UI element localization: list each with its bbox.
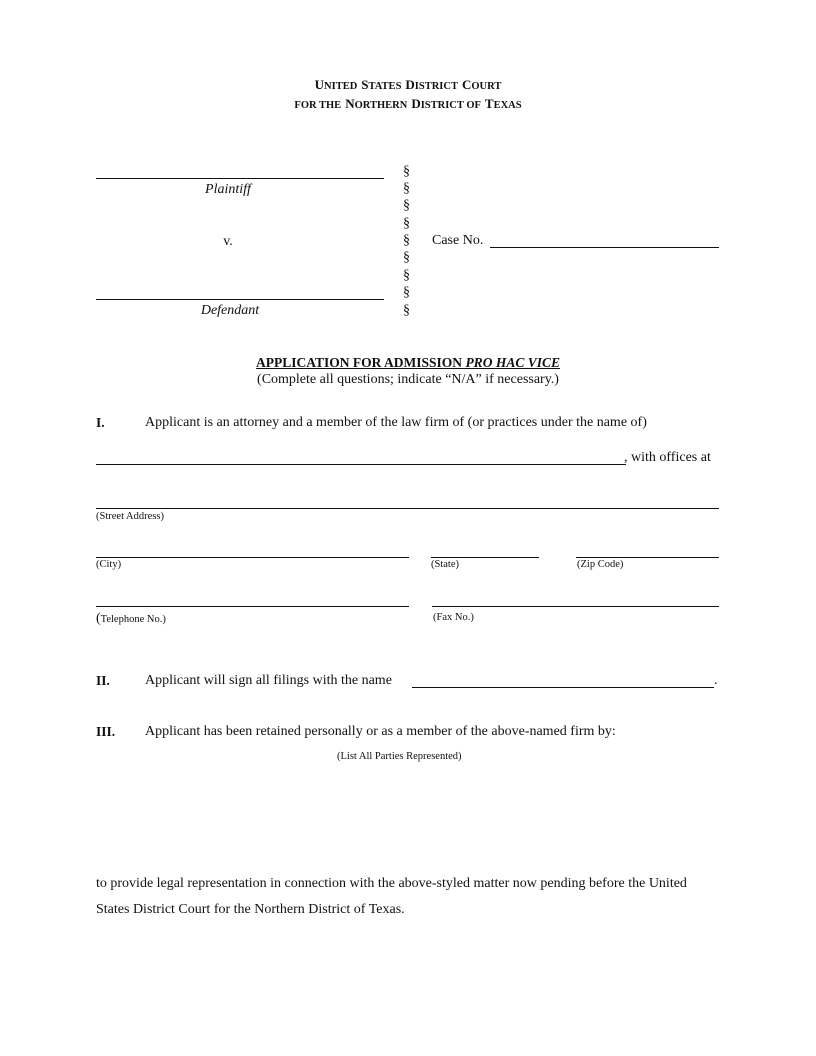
case-no-field[interactable] (490, 247, 719, 248)
filing-signature-name-field[interactable] (412, 687, 714, 688)
court-heading-text: NITED (324, 81, 358, 92)
section-symbol: § (403, 303, 410, 318)
court-heading-text: U (314, 77, 325, 92)
section-symbol: § (403, 285, 410, 300)
law-firm-name-field[interactable] (96, 464, 626, 465)
defendant-name-field[interactable] (96, 299, 384, 300)
section-symbol: § (403, 164, 410, 179)
section-3-text: Applicant has been retained personally or as a member of the above-named firm by: (145, 724, 616, 739)
court-heading-text: N (345, 96, 355, 111)
telephone-label (96, 609, 166, 627)
court-heading-text: FOR THE (294, 100, 342, 111)
court-heading-text: D (411, 96, 421, 111)
street-address-field[interactable] (96, 508, 719, 509)
section-1-numeral: I. (96, 415, 105, 430)
defendant-label: Defendant (200, 303, 260, 318)
parties-represented-field[interactable] (96, 770, 719, 865)
section-symbol: § (403, 216, 410, 231)
fax-field[interactable] (432, 606, 719, 607)
telephone-label-text: Telephone No.) (100, 614, 166, 625)
plaintiff-label: Plaintiff (205, 182, 251, 197)
court-heading-text: D (405, 77, 415, 92)
application-title (0, 355, 816, 371)
court-heading-text: C (461, 77, 472, 92)
section-3-numeral: III. (96, 724, 116, 739)
court-heading-text: ORTHERN (354, 100, 408, 111)
section-symbol: § (403, 268, 410, 283)
with-offices-text: , with offices at (624, 450, 711, 465)
zip-code-field[interactable] (576, 557, 719, 558)
telephone-label-paren: ( (96, 611, 101, 626)
section-symbol: § (403, 198, 410, 213)
city-label: (City) (96, 559, 122, 570)
application-instructions: (Complete all questions; indicate “N/A” if necessary.) (257, 372, 559, 387)
state-label: (State) (431, 559, 459, 570)
court-heading-text: ISTRICT (414, 81, 458, 92)
court-name-heading (0, 76, 816, 94)
street-address-label: (Street Address) (96, 511, 164, 522)
versus-label: v. (223, 234, 233, 249)
parties-represented-label: (List All Parties Represented) (337, 751, 462, 762)
section-2-period: . (714, 673, 718, 688)
court-district-heading (0, 95, 816, 113)
title-italic-text: PRO HAC VICE (465, 355, 560, 370)
section-2-text: Applicant will sign all filings with the name (145, 673, 392, 688)
court-heading-text: EXAS (493, 100, 522, 111)
court-heading-text: T (484, 96, 494, 111)
closing-line-1: to provide legal representation in connection with the above-styled matter now pending before the United (96, 876, 687, 891)
section-symbol: § (403, 181, 410, 196)
section-symbol: § (403, 233, 410, 248)
zip-code-label: (Zip Code) (577, 559, 624, 570)
court-heading-text: TATES (368, 81, 402, 92)
telephone-field[interactable] (96, 606, 409, 607)
case-no-label: Case No. (432, 233, 484, 248)
closing-line-2: States District Court for the Northern District of Texas. (96, 902, 405, 917)
section-2-numeral: II. (96, 673, 110, 688)
plaintiff-name-field[interactable] (96, 178, 384, 179)
court-heading-text: ISTRICT OF (420, 100, 481, 111)
title-text: APPLICATION FOR ADMISSION (256, 355, 463, 370)
state-field[interactable] (431, 557, 539, 558)
fax-label: (Fax No.) (433, 612, 474, 623)
section-symbol: § (403, 250, 410, 265)
court-heading-text: OURT (471, 81, 502, 92)
court-heading-text: S (361, 77, 369, 92)
section-1-text: Applicant is an attorney and a member of the law firm of (or practices under the name of) (145, 415, 647, 430)
city-field[interactable] (96, 557, 409, 558)
